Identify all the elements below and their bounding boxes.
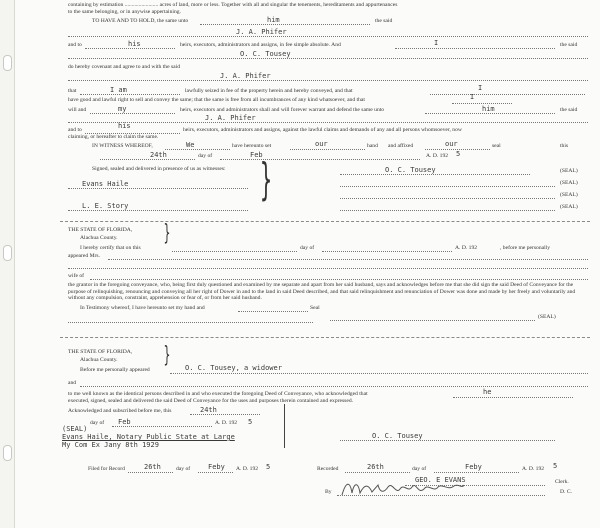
section-divider <box>60 221 590 222</box>
signers-pronoun: We <box>186 141 195 149</box>
grantee-name: J. A. Phifer <box>205 114 256 122</box>
fill-line <box>68 188 248 189</box>
deed-line-2: to the same belonging, or in anywise appertaining. <box>68 9 181 15</box>
fill-line <box>68 122 588 123</box>
fill-line <box>330 320 535 321</box>
state-heading: THE STATE OF FLORIDA, <box>68 349 133 355</box>
acknowledger-pronoun: he <box>483 388 492 396</box>
fill-line <box>340 198 555 199</box>
venue-brace: } <box>163 343 171 368</box>
fill-line <box>340 440 555 441</box>
binder-hole <box>3 55 12 71</box>
fill-line <box>90 113 175 114</box>
filed-day: 26th <box>144 463 161 471</box>
signature-bracket <box>284 404 285 448</box>
seal-mark: (SEAL) <box>538 314 556 320</box>
appeared-label: appeared Mrs. <box>68 253 100 259</box>
grantee-possessive: his <box>128 40 141 48</box>
warrant-clause: heirs, executors and administrators shall and will forever warrant and defend the same unto <box>180 107 385 113</box>
the-said-label: the said <box>560 42 578 48</box>
recorded-label: Recorded <box>317 466 339 472</box>
and-to-label: and to <box>68 42 82 48</box>
and-label: and <box>68 380 77 386</box>
deed-line-1: containing by estimation ........................ acres of land, more or less. Together with all and singular the tenements, hereditaments and appurtenances <box>68 2 398 8</box>
fill-line <box>170 373 588 374</box>
notary-line-1: Evans Haile, Notary Public State at Large <box>62 433 235 441</box>
fill-line <box>68 36 588 37</box>
execution-month: Feb <box>250 151 263 159</box>
filed-label: Filed for Record <box>88 466 125 472</box>
ack-year-digit: 5 <box>248 418 253 426</box>
day-of-label: day of <box>176 466 191 472</box>
filed-month: Feby <box>208 463 225 471</box>
ad-label: A. D. 192 <box>236 466 259 472</box>
seal-mark: (SEAL) <box>560 192 578 198</box>
habendum-clause: TO HAVE AND TO HOLD, the same unto <box>92 18 189 24</box>
seized-clause: lawfully seized in fee of the property herein and hereby conveyed, and that <box>185 88 353 94</box>
grantor-pronoun: I <box>470 93 475 101</box>
that-label: that <box>68 88 77 94</box>
fill-line <box>452 103 512 104</box>
testimony-label: In Testimony whereof, I have hereunto set my hand and <box>80 305 205 311</box>
fill-line <box>322 251 452 252</box>
claiming-clause: claiming, or hereafter to claim the same. <box>68 134 159 140</box>
seal-mark: (SEAL) <box>560 204 578 210</box>
hereunto-label: have hereunto set <box>232 143 272 149</box>
affixed-label: and affixed <box>388 143 414 149</box>
fill-line <box>340 186 555 187</box>
grantee-pronoun: him <box>482 105 495 113</box>
recorded-year-digit: 5 <box>553 462 558 470</box>
and-to-label: and to <box>68 127 82 133</box>
day-of-label: day of <box>90 420 105 426</box>
seal-word: Seal <box>310 305 320 311</box>
grantor-name: O. C. Tousey <box>240 50 291 58</box>
fill-line <box>90 279 588 280</box>
binding-margin <box>0 0 15 528</box>
the-said-label: the said <box>375 18 393 24</box>
seal-mark: (SEAL) <box>560 168 578 174</box>
dc-label: D. C. <box>560 489 572 495</box>
acknowledger-signature: O. C. Tousey <box>372 432 423 440</box>
recorded-day: 26th <box>367 463 384 471</box>
binder-hole <box>3 445 12 461</box>
fill-line <box>128 472 173 473</box>
signed-sealed-label: Signed, sealed and delivered in presence of us as witnesses: <box>92 166 226 172</box>
fill-line <box>453 397 573 398</box>
signers-possessive: our <box>445 140 458 148</box>
grantor-pronoun: I <box>478 84 483 92</box>
fill-line <box>190 414 260 415</box>
fill-line <box>200 24 370 25</box>
witness-name: Evans Haile <box>82 180 129 188</box>
fill-line <box>172 251 297 252</box>
seal-label: seal <box>492 143 501 149</box>
fee-simple-clause: heirs, executors, administrators and assigns, in fee simple absolute. And <box>180 42 341 48</box>
binder-hole <box>3 245 12 261</box>
fill-line <box>395 48 555 49</box>
venue-brace: } <box>163 221 171 246</box>
wife-of-label: wife of <box>68 273 84 279</box>
ad-label: A. D. 192 <box>215 420 238 426</box>
clerk-label: Clerk. <box>555 479 569 485</box>
recorded-month: Feby <box>465 463 482 471</box>
fill-line <box>100 159 195 160</box>
ad-label: A. D. 192 <box>426 153 449 159</box>
subscribed-label: Acknowledged and subscribed before me, this <box>68 408 172 414</box>
filed-year-digit: 5 <box>266 463 271 471</box>
grantor-verb: I am <box>110 86 127 94</box>
deputy-clerk-signature <box>338 477 468 501</box>
grantor-signature: O. C. Tousey <box>385 166 436 174</box>
fill-line <box>68 210 248 211</box>
covenant-clause: do hereby covenant and agree to and with the said <box>68 64 180 70</box>
grantee-pronoun: him <box>267 16 280 24</box>
fill-line <box>340 210 555 211</box>
county-heading: Alachua County. <box>80 235 118 241</box>
hand-label: hand <box>367 143 378 149</box>
by-label: By <box>325 489 332 495</box>
fill-line <box>198 472 233 473</box>
day-of-label: day of <box>198 153 213 159</box>
this-label: this <box>560 143 569 149</box>
fill-line <box>80 94 180 95</box>
acknowledgment-text-2: executed, signed, sealed and delivered the said Deed of Conveyance for the uses and purposes therein contained and expressed. <box>68 398 354 404</box>
fill-line <box>68 80 588 81</box>
grantee-possessive: his <box>118 122 131 130</box>
fill-line <box>112 426 212 427</box>
seal-mark: (SEAL) <box>560 180 578 186</box>
fill-line <box>290 149 365 150</box>
appeared-name: O. C. Tousey, a widower <box>185 364 282 372</box>
witness-brace: } <box>259 154 273 205</box>
fill-line <box>345 472 410 473</box>
acknowledgment-text: to me well known as the identical persons described in and who executed the foregoing Deed of Conveyance, who acknowledged that <box>68 391 368 397</box>
fill-line <box>425 113 555 114</box>
fill-line <box>68 58 588 59</box>
fill-line <box>220 159 420 160</box>
fill-line <box>238 311 308 312</box>
grantee-name: J. A. Phifer <box>220 72 271 80</box>
certify-label: I hereby certify that on this <box>80 245 141 251</box>
fill-line <box>108 259 588 260</box>
day-of-label: day of <box>300 245 315 251</box>
good-right-clause: have good and lawful right to sell and convey the same; that the same is free from all incumbrances of any kind whatsoever, and that <box>68 97 365 103</box>
against-claims-clause: heirs, executors, administrators and assigns, against the lawful claims and demands of any and all persons whomsoever, now <box>183 127 462 133</box>
clerk-name: GEO. E EVANS <box>415 476 466 484</box>
notary-line-2: My Com Ex Jany 8th 1929 <box>62 441 159 449</box>
dower-relinquishment-text: the grantor in the foregoing conveyance, who, being first duly questioned and examined by me separate and apart from her said husband, says and acknowledges before me that she did sign the said Deed of Conveyance for the purpose of relinquishing, renouncing and conveying all her right of Dower in and to the land in said Deed described, and that said relinquishment and renunciation of Dower was done and made by her freely and voluntarily and without any compulsion, constraint, apprehension or fear of, or from her said husband. <box>68 282 576 302</box>
fill-line <box>68 322 313 323</box>
will-and-label: will and <box>68 107 87 113</box>
before-me-label: , before me personally <box>500 245 551 251</box>
grantor-possessive: my <box>118 105 127 113</box>
the-said-label: the said <box>560 107 578 113</box>
section-divider <box>60 337 590 338</box>
ad-label: A. D. 192 <box>522 466 545 472</box>
fill-line <box>85 48 175 49</box>
fill-line <box>434 472 519 473</box>
ack-month: Feb <box>118 418 131 426</box>
fill-line <box>80 386 588 387</box>
notary-seal-stamp: (SEAL) <box>62 425 88 433</box>
execution-year-digit: 5 <box>456 150 461 158</box>
before-me-label: Before me personally appeared <box>80 367 150 373</box>
county-heading: Alachua County. <box>80 357 118 363</box>
witness-whereof: IN WITNESS WHEREOF, <box>92 143 153 149</box>
ad-label: A. D. 192 <box>455 245 478 251</box>
grantor-pronoun: I <box>434 39 439 47</box>
fill-line <box>68 268 588 269</box>
fill-line <box>165 149 230 150</box>
ack-day: 24th <box>200 406 217 414</box>
witness-name: L. E. Story <box>82 202 129 210</box>
day-of-label: day of <box>412 466 427 472</box>
grantee-name: J. A. Phifer <box>236 28 287 36</box>
fill-line <box>340 174 530 175</box>
signers-possessive: our <box>315 140 328 148</box>
fill-line <box>430 94 585 95</box>
state-heading: THE STATE OF FLORIDA, <box>68 227 133 233</box>
execution-day: 24th <box>150 151 167 159</box>
